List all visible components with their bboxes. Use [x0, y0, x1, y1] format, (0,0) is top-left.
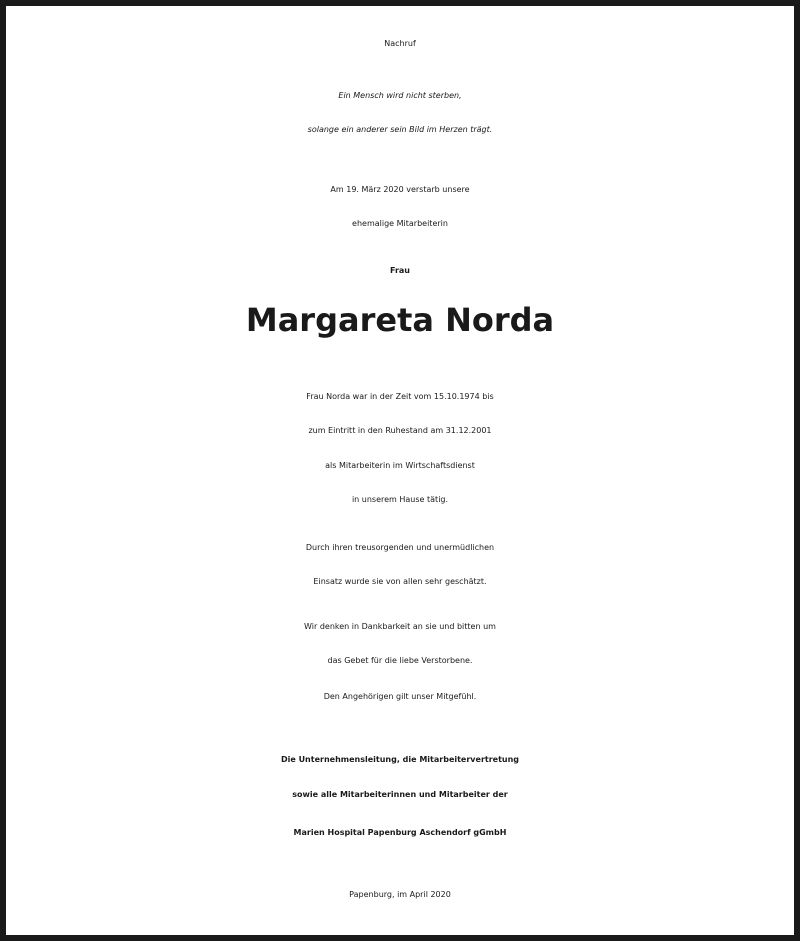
- quote-line-1: Ein Mensch wird nicht sterben,: [338, 91, 462, 100]
- paragraph-line-6: Einsatz wurde sie von allen sehr geschätzt.: [313, 577, 487, 586]
- paragraph-line-5: Durch ihren treusorgenden und unermüdlichen: [305, 543, 495, 552]
- salutation: Frau: [390, 266, 410, 275]
- signature-organization: Marien Hospital Papenburg Aschendorf gGmbH: [293, 828, 507, 837]
- intro-line-2: ehemalige Mitarbeiterin: [352, 219, 448, 228]
- paragraph-line-8: das Gebet für die liebe Verstorbene.: [327, 656, 473, 665]
- deceased-name: Margareta Norda: [245, 301, 555, 339]
- signature-line-2: sowie alle Mitarbeiterinnen und Mitarbeiter der: [292, 790, 508, 799]
- paragraph-line-3: als Mitarbeiterin im Wirtschaftsdienst: [325, 461, 475, 470]
- paragraph-line-1: Frau Norda war in der Zeit vom 15.10.1974 bis: [306, 392, 494, 401]
- quote-line-2: solange ein anderer sein Bild im Herzen trägt.: [307, 125, 493, 134]
- paragraph-line-9: Den Angehörigen gilt unser Mitgefühl.: [323, 692, 477, 701]
- paragraph-line-7: Wir denken in Dankbarkeit an sie und bitten um: [304, 622, 496, 631]
- place-date: Papenburg, im April 2020: [349, 890, 451, 899]
- paragraph-line-2: zum Eintritt in den Ruhestand am 31.12.2001: [308, 426, 492, 435]
- notice-heading: Nachruf: [384, 39, 416, 48]
- signature-line-1: Die Unternehmensleitung, die Mitarbeitervertretung: [280, 755, 520, 764]
- intro-line-1: Am 19. März 2020 verstarb unsere: [330, 185, 470, 194]
- paragraph-line-4: in unserem Hause tätig.: [351, 495, 449, 504]
